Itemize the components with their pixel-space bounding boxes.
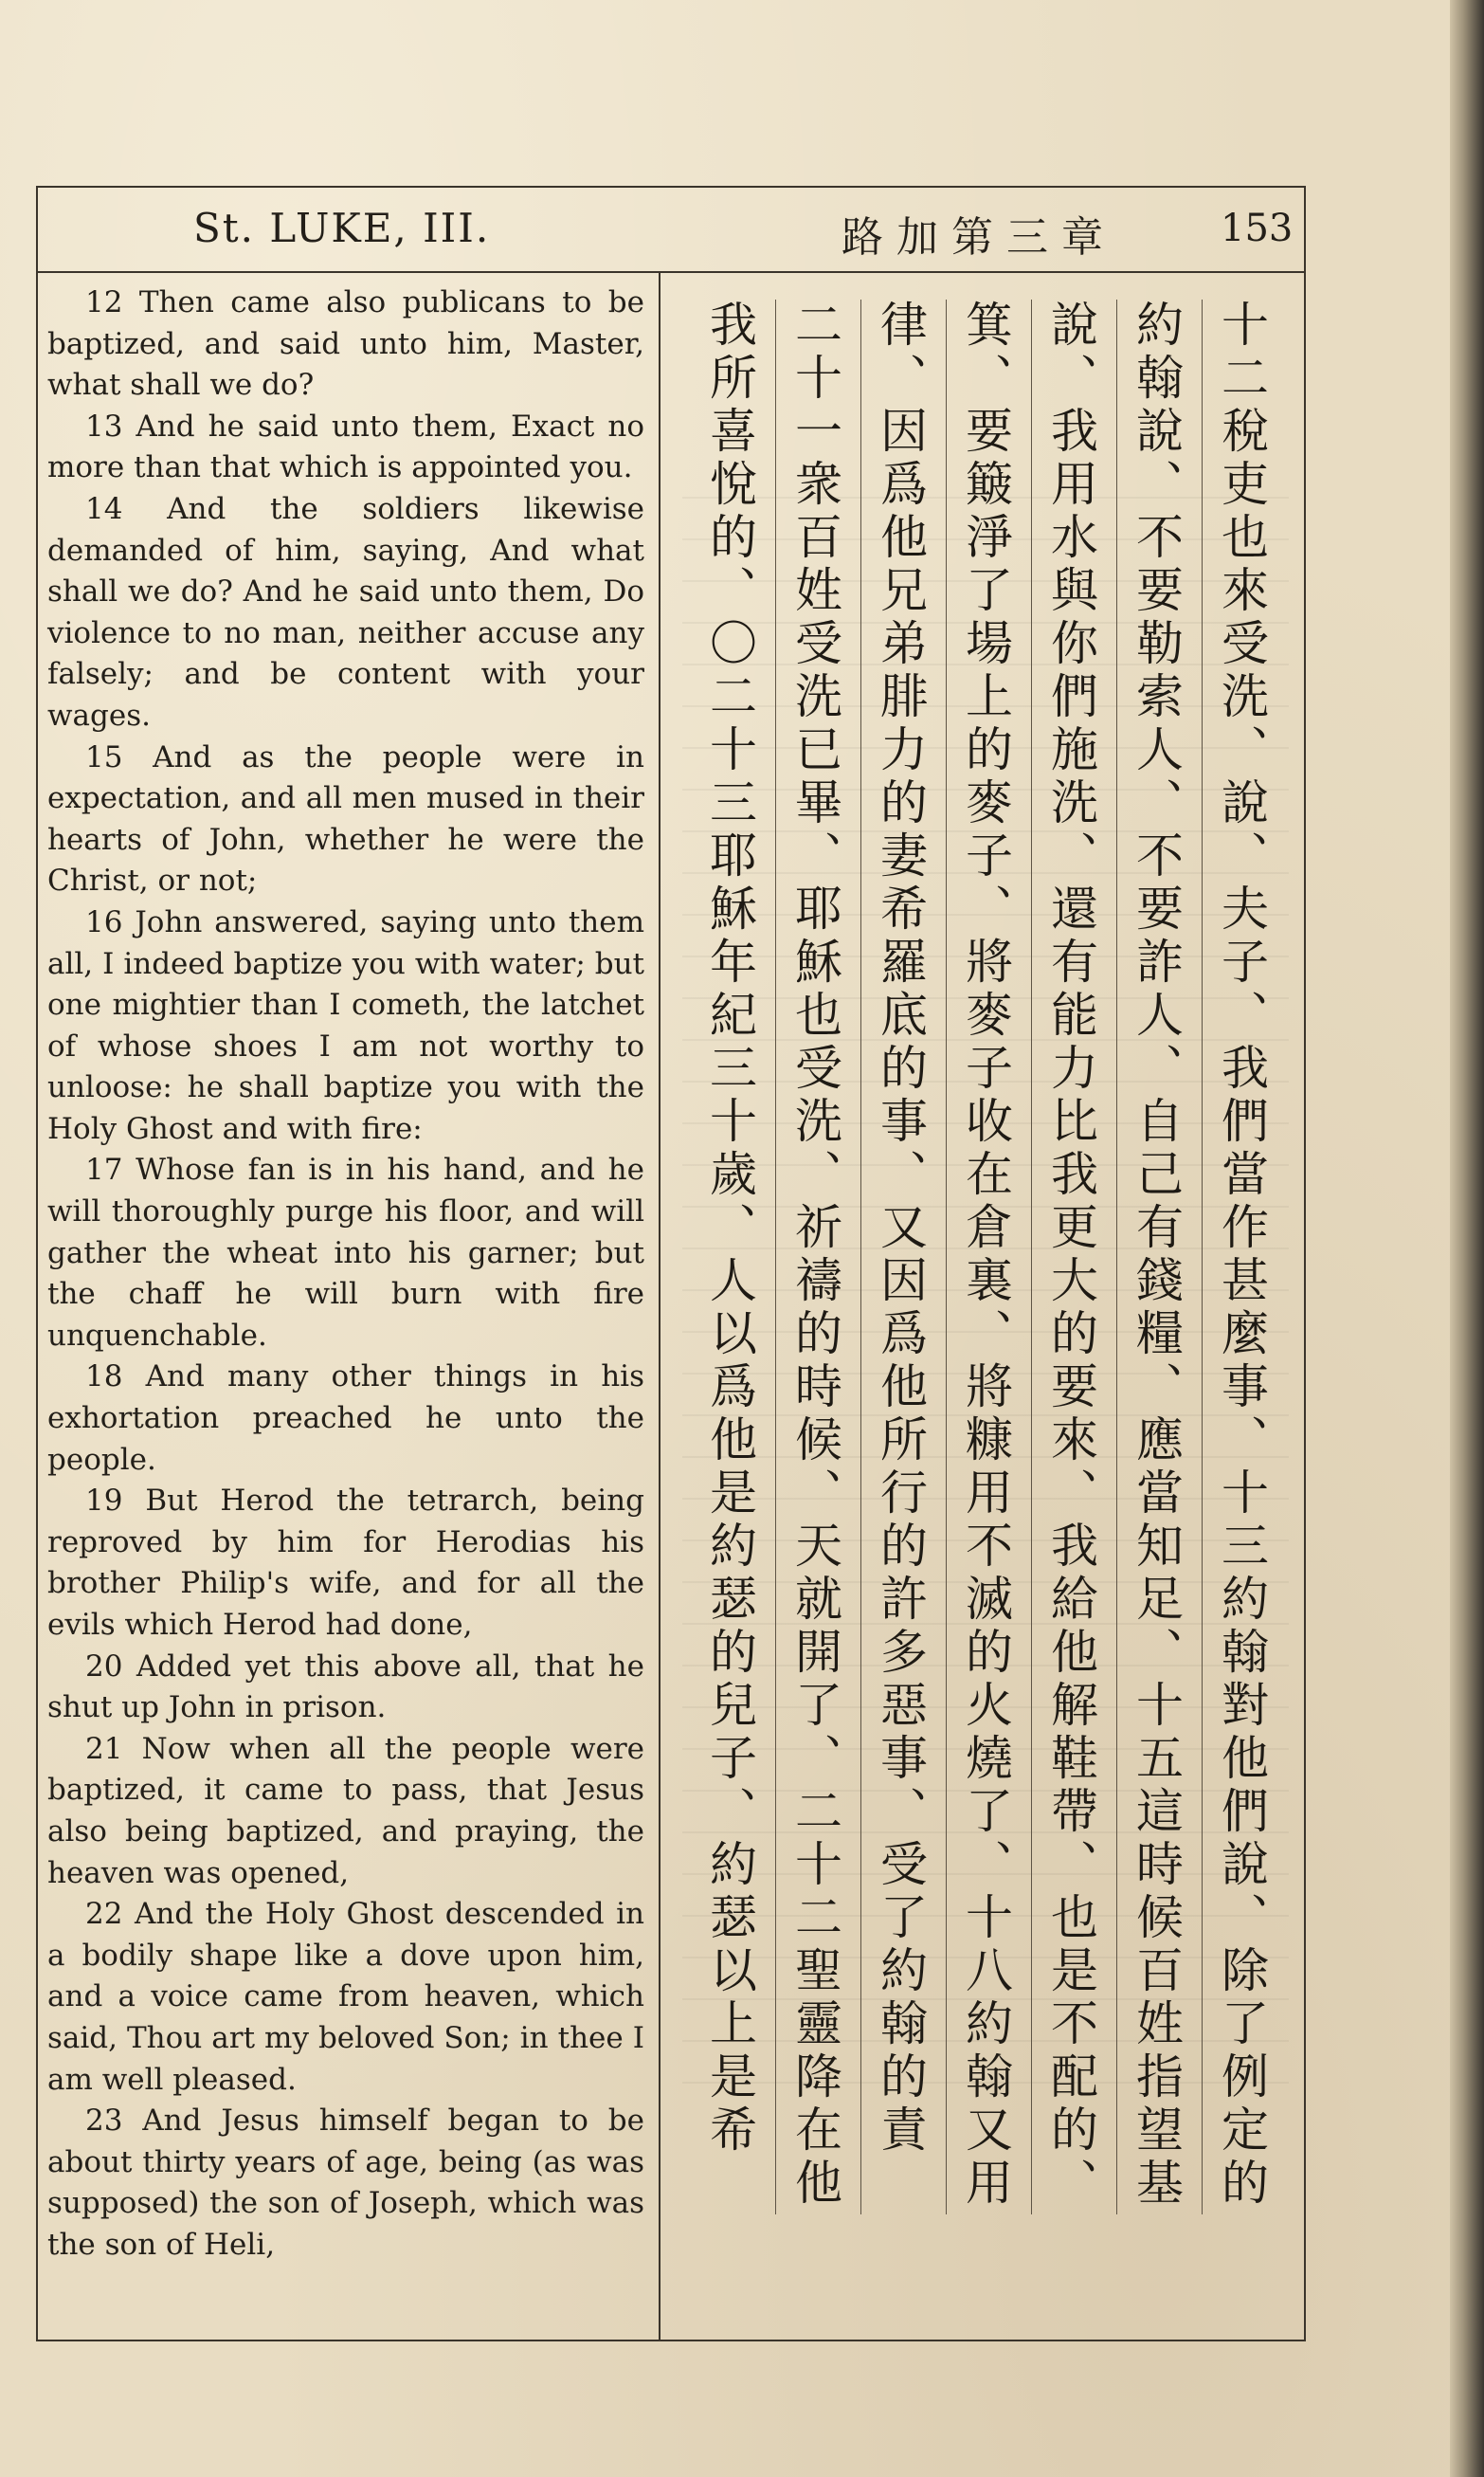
text-frame: [36, 186, 1306, 2341]
column-rule: [946, 300, 947, 2214]
verse-19: 19 But Herod the tetrarch, being reproved by him for Herodias his brother Philip's wife, and for all the evils which Herod had done,: [47, 1484, 644, 1642]
chinese-column-7: 我所喜悅的、〇二十三耶穌年紀三十歲、人以爲他是約瑟的兒子、約瑟以上是希: [702, 300, 757, 2158]
chinese-column-4: 箕、要簸淨了場上的麥子、將麥子收在倉裏、將糠用不滅的火燒了、十八約翰又用: [958, 300, 1013, 2211]
column-rule: [1116, 300, 1117, 2214]
chinese-column-3: 說、我用水與你們施洗、還有能力比我更大的要來、我給他解鞋帶、也是不配的、: [1043, 300, 1098, 2211]
verse-15: 15 And as the people were in expectation, and all men mused in their hearts of John, whether he were the Christ, or not;: [47, 739, 644, 899]
column-rule: [775, 300, 776, 2214]
chinese-column-1: 十二稅吏也來受洗、說、夫子、我們當作甚麼事、十三約翰對他們說、除了例定的: [1214, 300, 1269, 2211]
column-rule: [860, 300, 861, 2214]
english-chapter-title: St. LUKE, III.: [193, 205, 491, 251]
verse-21: 21 Now when all the people were baptized, it came to pass, that Jesus also being baptized, and praying, the heaven was opened,: [47, 1731, 644, 1890]
page-number: 153: [1221, 207, 1294, 250]
verse-13: 13 And he said unto them, Exact no more than that which is appointed you.: [47, 409, 644, 485]
verse-12: 12 Then came also publicans to be baptized, and said unto him, Master, what shall we do?: [47, 285, 644, 403]
column-divider: [659, 271, 661, 2340]
book-spine-edge: [1450, 0, 1484, 2477]
page-header: [38, 188, 1304, 273]
verse-16: 16 John answered, saying unto them all, I indeed baptize you with water; but one mightier than I cometh, the latchet of whose shoes I am not worthy to unloose: he shall baptize you with the Holy Ghost and with fire:: [47, 904, 644, 1146]
verse-23: 23 And Jesus himself began to be about thirty years of age, being (as was supposed) the son of Joseph, which was the son of Heli,: [47, 2104, 644, 2262]
verse-17: 17 Whose fan is in his hand, and he will thoroughly purge his floor, and will gather the wheat into his garner; but the chaff he will burn with fire unquenchable.: [47, 1153, 644, 1353]
column-rule: [1031, 300, 1032, 2214]
chinese-chapter-title: 路加第三章: [842, 213, 1116, 262]
chinese-column-2: 約翰說、不要勒索人、不要詐人、自己有錢糧、應當知足、十五這時候百姓指望基: [1129, 300, 1184, 2211]
english-text-column: [47, 282, 644, 2267]
chinese-text-column: [682, 300, 1289, 2214]
column-rule: [1202, 300, 1203, 2214]
verse-18: 18 And many other things in his exhortation preached he unto the people.: [47, 1359, 644, 1477]
verse-22: 22 And the Holy Ghost descended in a bodily shape like a dove upon him, and a voice came from heaven, which said, Thou art my beloved Son; in thee I am well pleased.: [47, 1897, 644, 2097]
chinese-column-6: 二十一衆百姓受洗已畢、耶穌也受洗、祈禱的時候、天就開了、二十二聖靈降在他: [787, 300, 842, 2211]
verse-20: 20 Added yet this above all, that he shut up John in prison.: [47, 1648, 644, 1725]
verse-14: 14 And the soldiers likewise demanded of him, saying, And what shall we do? And he said unto them, Do violence to no man, neither accuse any falsely; and be content with your wages.: [47, 491, 644, 733]
chinese-column-5: 律、因爲他兄弟腓力的妻希羅底的事、又因爲他所行的許多惡事、受了約翰的責: [873, 300, 928, 2158]
